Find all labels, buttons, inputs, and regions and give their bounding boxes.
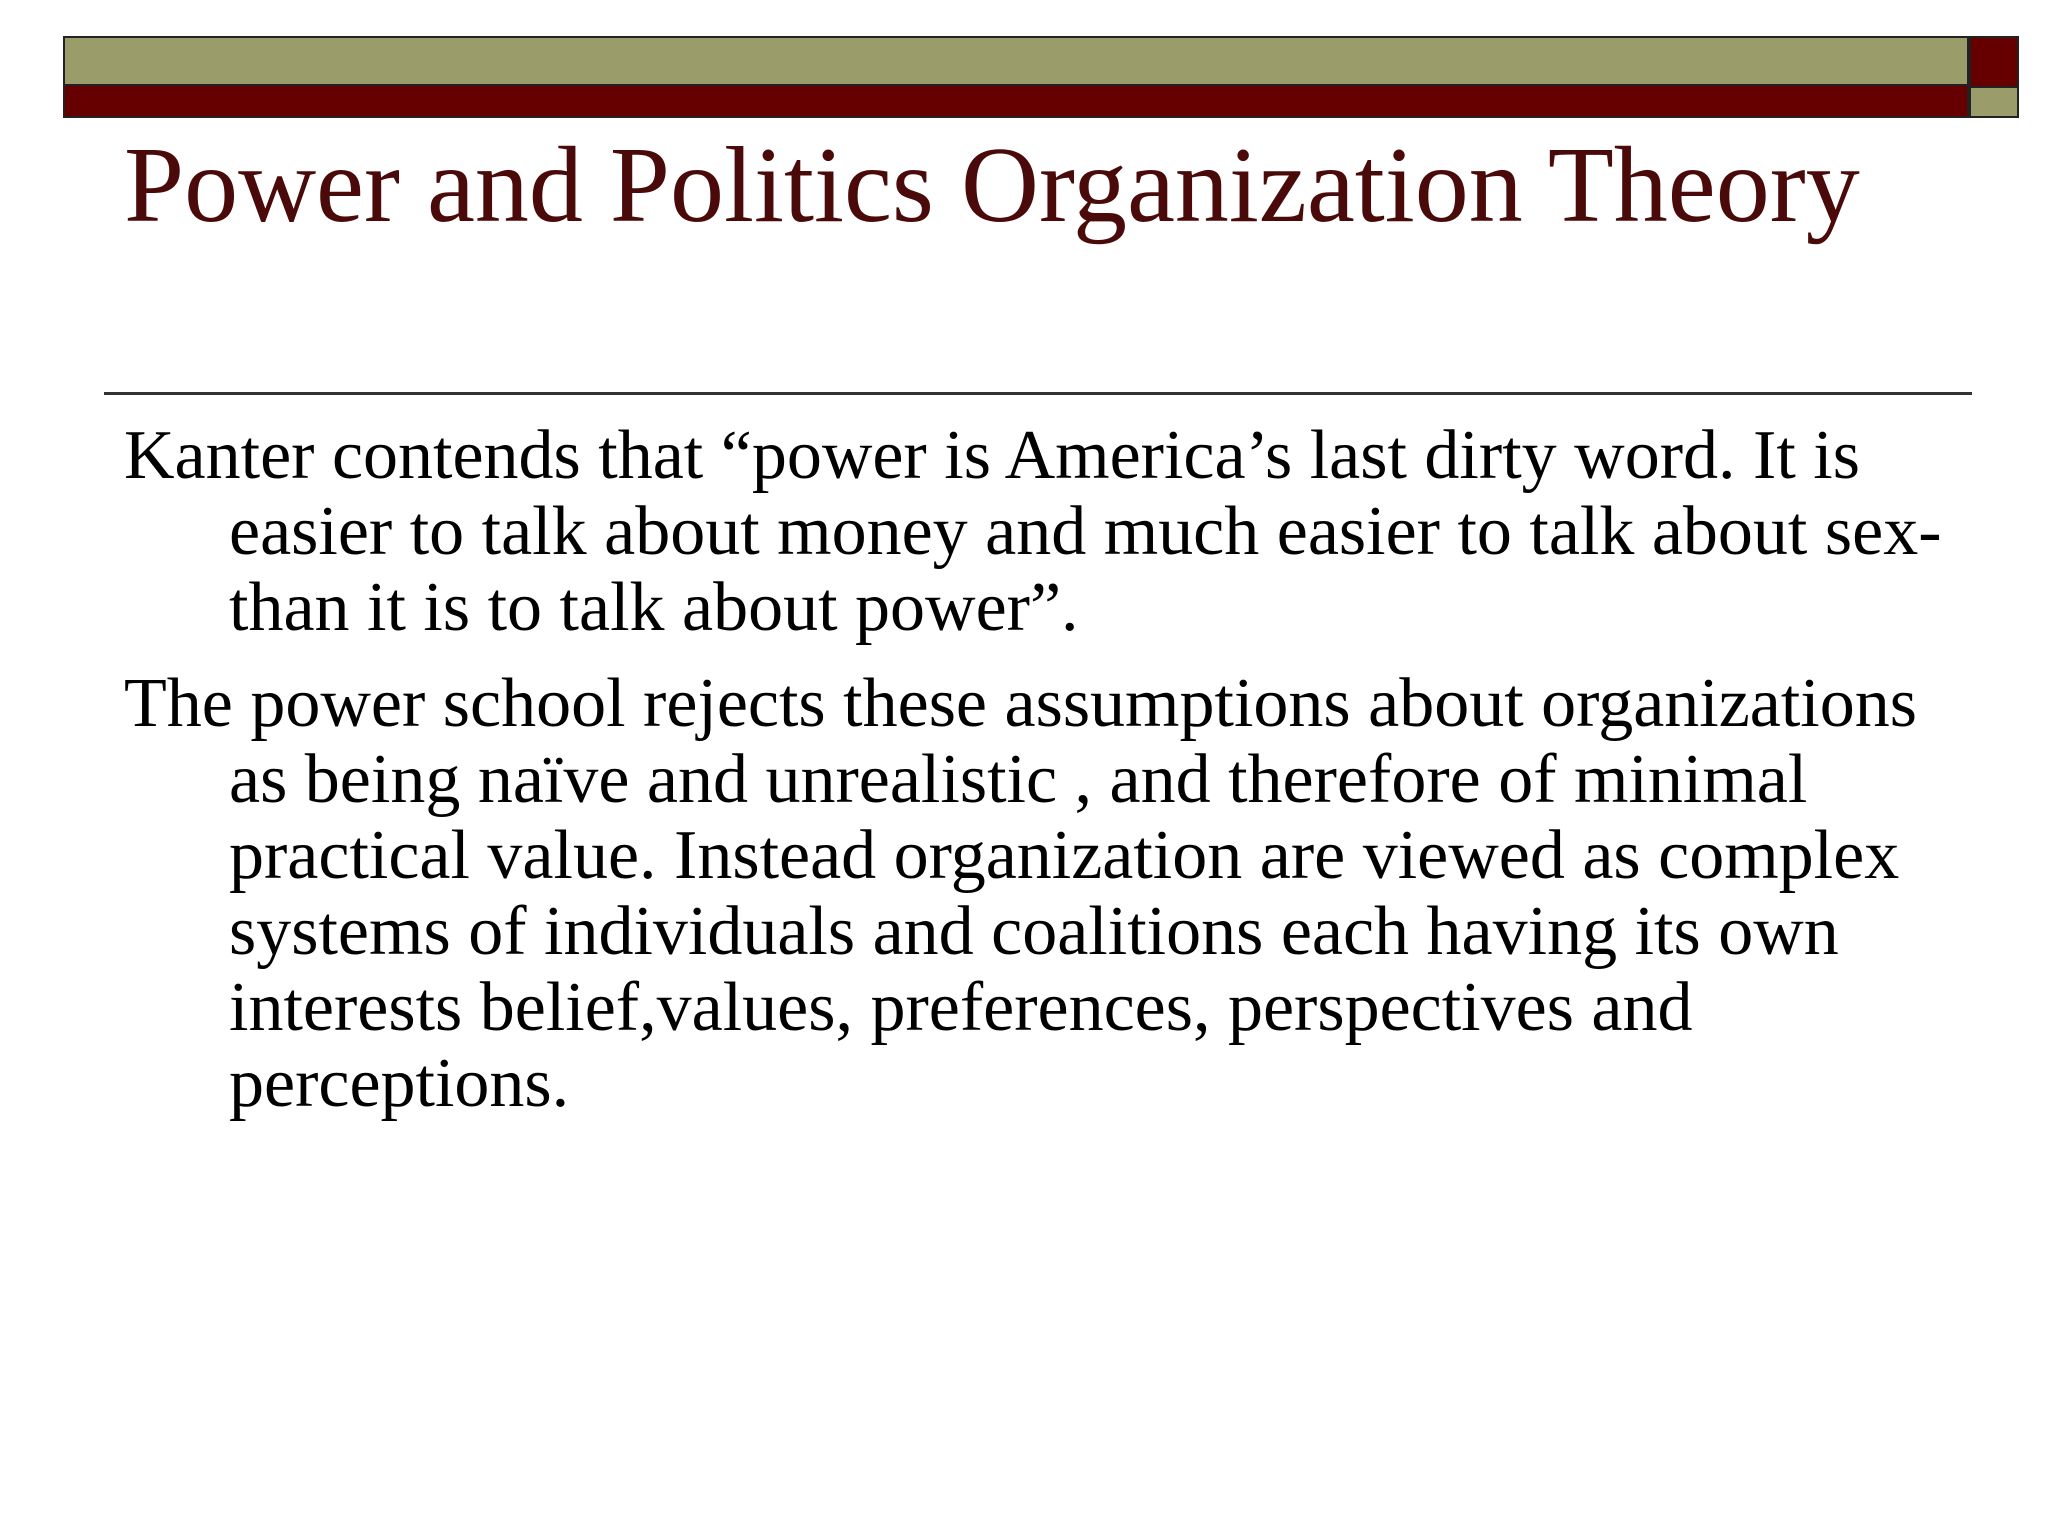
corner-square-red	[1969, 36, 2019, 88]
body-paragraph-power-school: The power school rejects these assumptions about organizations as being naïve and unrealistic , and therefore of minimal practical value. Instead organization are viewed as complex systems of individuals and coalitions each having its own interests belief,values, preferences, perspectives and perceptions.	[124, 665, 1917, 1122]
slide-body	[124, 418, 1964, 1142]
body-paragraph-kanter: Kanter contends that “power is America’s last dirty word. It is easier to talk about money and much easier to talk about sex- than it is to talk about power”.	[124, 417, 1942, 646]
header-bar-olive	[63, 36, 1969, 86]
corner-square-olive	[1969, 88, 2019, 118]
slide-title: Power and Politics Organization Theory	[124, 126, 1860, 245]
header-bar-red	[63, 86, 1969, 118]
title-divider	[104, 392, 1972, 395]
